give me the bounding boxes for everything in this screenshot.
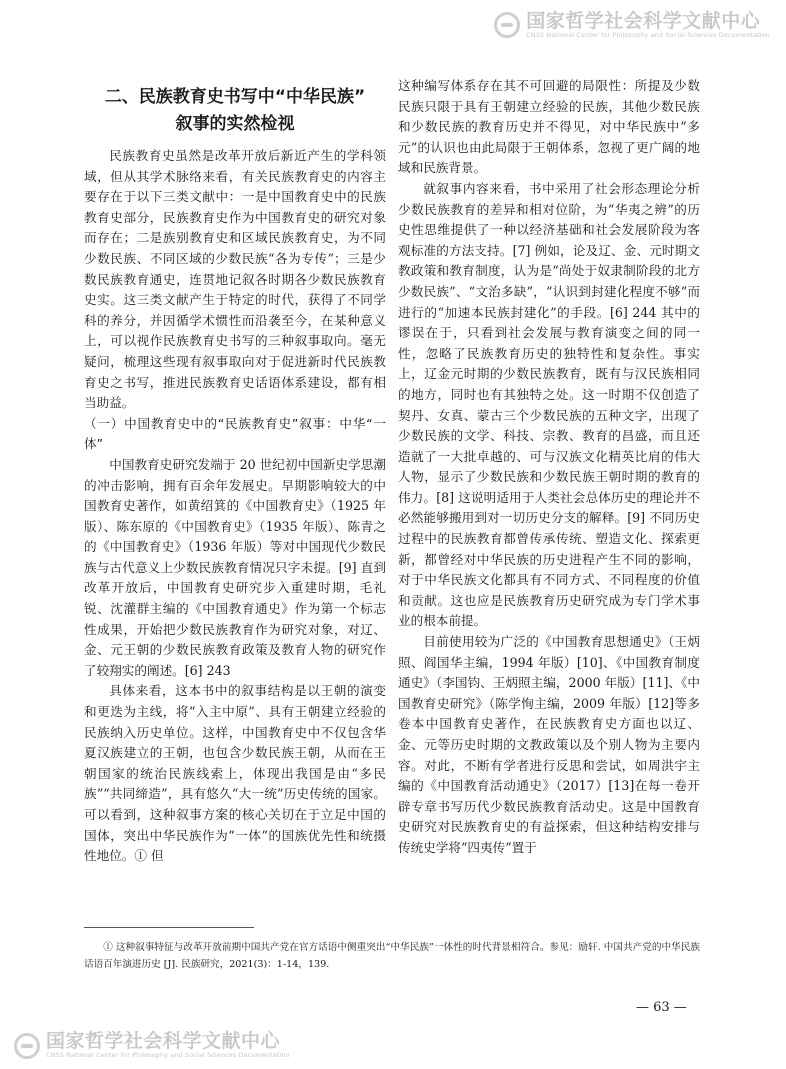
watermark-cn: 国家哲学社会科学文献中心 — [526, 10, 761, 32]
right-column — [398, 76, 700, 867]
paragraph: 这种编写体系存在其不可回避的局限性：所提及少数民族只限于具有王朝建立经验的民族，其他少数民族和少数民族的教育历史并不得见，对中华民族中“多元”的认识也由此局限于王朝体系，忽视了更广阔的地域和民族背景。 — [398, 78, 700, 176]
subsection-title: （一）中国教育史中的“民族教育史”叙事：中华“一体” — [84, 415, 386, 452]
watermark-cn: 国家哲学社会科学文献中心 — [46, 1030, 281, 1053]
section-title — [84, 84, 386, 138]
watermark-top — [494, 12, 770, 39]
paragraph: 就叙事内容来看，书中采用了社会形态理论分析少数民族教育的差异和相对位阶，为“华夷之辨”的历史性思维提供了一种以经济基础和社会发展阶段为客观标准的方法支持。[7] 例如，论及辽、金、元时期文教政策和教育制度，认为是“尚处于奴隶制阶段的北方少数民族”、“文治多缺”，“认识到封建化程度不够”而进行的“加速本民族封建化”的手段。[6] 244 其中的谬误在于，只看到社会发展与教育演变之间的同一性，忽略了民族教育历史的独特性和复杂性。事实上，辽金元时期的少数民族教育，既有与汉民族相同的地方，同时也有其独特之处。这一时期不仅创造了契丹、女真、蒙古三个少数民族的五种文字，出现了少数民族的文学、科技、宗教、教育的昌盛，而且还造就了一大批卓越的、可与汉族文化精英比肩的伟大人物，显示了少数民族和少数民族王朝时期的教育的伟力。[8] 这说明适用于人类社会总体历史的理论并不必然能够搬用到对一切历史分支的解释。[9] 不同历史过程中的民族教育都曾传承传统、塑造文化、探索更新，都曾经对中华民族的历史进程产生不同的影响，对于中华民族文化都具有不同方式、不同程度的价值和贡献。这也应是民族教育历史研究成为专门学术事业的根本前提。 — [398, 180, 700, 629]
footnote: ① 这种叙事特征与改革开放前期中国共产党在官方话语中侧重突出“中华民族”一体性的时代背景相符合。参见：励轩. 中国共产党的中华民族话语百年演进历史 [J]. 民族研究，2021(3)：1-14，139. — [84, 942, 700, 970]
section-title-line2: 叙事的实然检视 — [175, 114, 295, 134]
left-column — [84, 76, 386, 867]
section-title-line1: 二、民族教育史书写中“中华民族” — [104, 87, 366, 107]
article-body — [84, 76, 700, 867]
paragraph: 民族教育史虽然是改革开放后新近产生的学科领域，但从其学术脉络来看，有关民族教育史的内容主要存在于以下三类文献中：一是中国教育史中的民族教育史部分，民族教育史作为中国教育史的研究对象而存在；二是族别教育史和区域民族教育史，为不同少数民族、不同区域的少数民族“各为专传”；三是少数民族教育通史，连贯地记叙各时期各少数民族教育史实。这三类文献产生于特定的时代，获得了不同学科的养分，并因循学术惯性而沿袭至今，在某种意义上，可以视作民族教育史书写的三种叙事取向。毫无疑问，梳理这些现有叙事取向对于促进新时代民族教育史之书写，推进民族教育史话语体系建设，都有相当助益。 — [84, 148, 386, 411]
cnss-logo-icon — [494, 12, 520, 38]
paragraph: 目前使用较为广泛的《中国教育思想通史》（王炳照、阎国华主编，1994 年版）[10]、《中国教育制度通史》（李国钧、王炳照主编，2000 年版）[11]、《中国教育史研究》（陈学恂主编，2009 年版）[12]等多卷本中国教育史著作，在民族教育史方面也以辽、金、元等历史时期的文教政策以及个别人物为主要内容。对此，不断有学者进行反思和尝试，如周洪宇主编的《中国教育活动通史》（2017）[13]在每一卷开辟专章书写历代少数民族教育活动史。这是中国教育史研究对民族教育史的有益探索，但这种结构安排与传统史学将“四夷传”置于 — [398, 634, 700, 855]
cnss-logo-icon — [14, 1033, 40, 1059]
watermark-en: CNSS National Center for Philosophy and Social Sciences Documentation — [46, 1051, 290, 1060]
watermark-bottom — [14, 1032, 290, 1059]
watermark-en: CNSS National Center for Philosophy and Social Sciences Documentation — [526, 30, 770, 39]
paragraph: 具体来看，这本书中的叙事结构是以王朝的演变和更迭为主线，将“入主中原”、具有王朝建立经验的民族纳入历史单位。这样，中国教育史中不仅包含华夏汉族建立的王朝，也包含少数民族王朝，从而在王朝国家的统治民族线索上，体现出我国是由“多民族”“共同缔造”，具有悠久“大一统”历史传统的国家。可以看到，这种叙事方案的核心关切在于立足中国的国体，突出中华民族作为“一体”的国族优先性和统摄性地位。① 但 — [84, 683, 386, 864]
footnote-divider — [84, 927, 254, 928]
page-number: — 63 — — [636, 1000, 687, 1015]
paragraph: 中国教育史研究发端于 20 世纪初中国新史学思潮的冲击影响，拥有百余年发展史。早期影响较大的中国教育史著作，如黄绍箕的《中国教育史》（1925 年版）、陈东原的《中国教育史》（1935 年版）、陈青之的《中国教育史》（1936 年版）等对中国现代少数民族与古代意义上少数民族教育情况只字未提。[9] 直到改革开放后，中国教育史研究步入重建时期，毛礼锐、沈灌群主编的《中国教育通史》作为第一个标志性成果，开始把少数民族教育作为研究对象，对辽、金、元王朝的少数民族教育政策及教育人物的研究作了较翔实的阐述。[6] 243 — [84, 456, 386, 678]
